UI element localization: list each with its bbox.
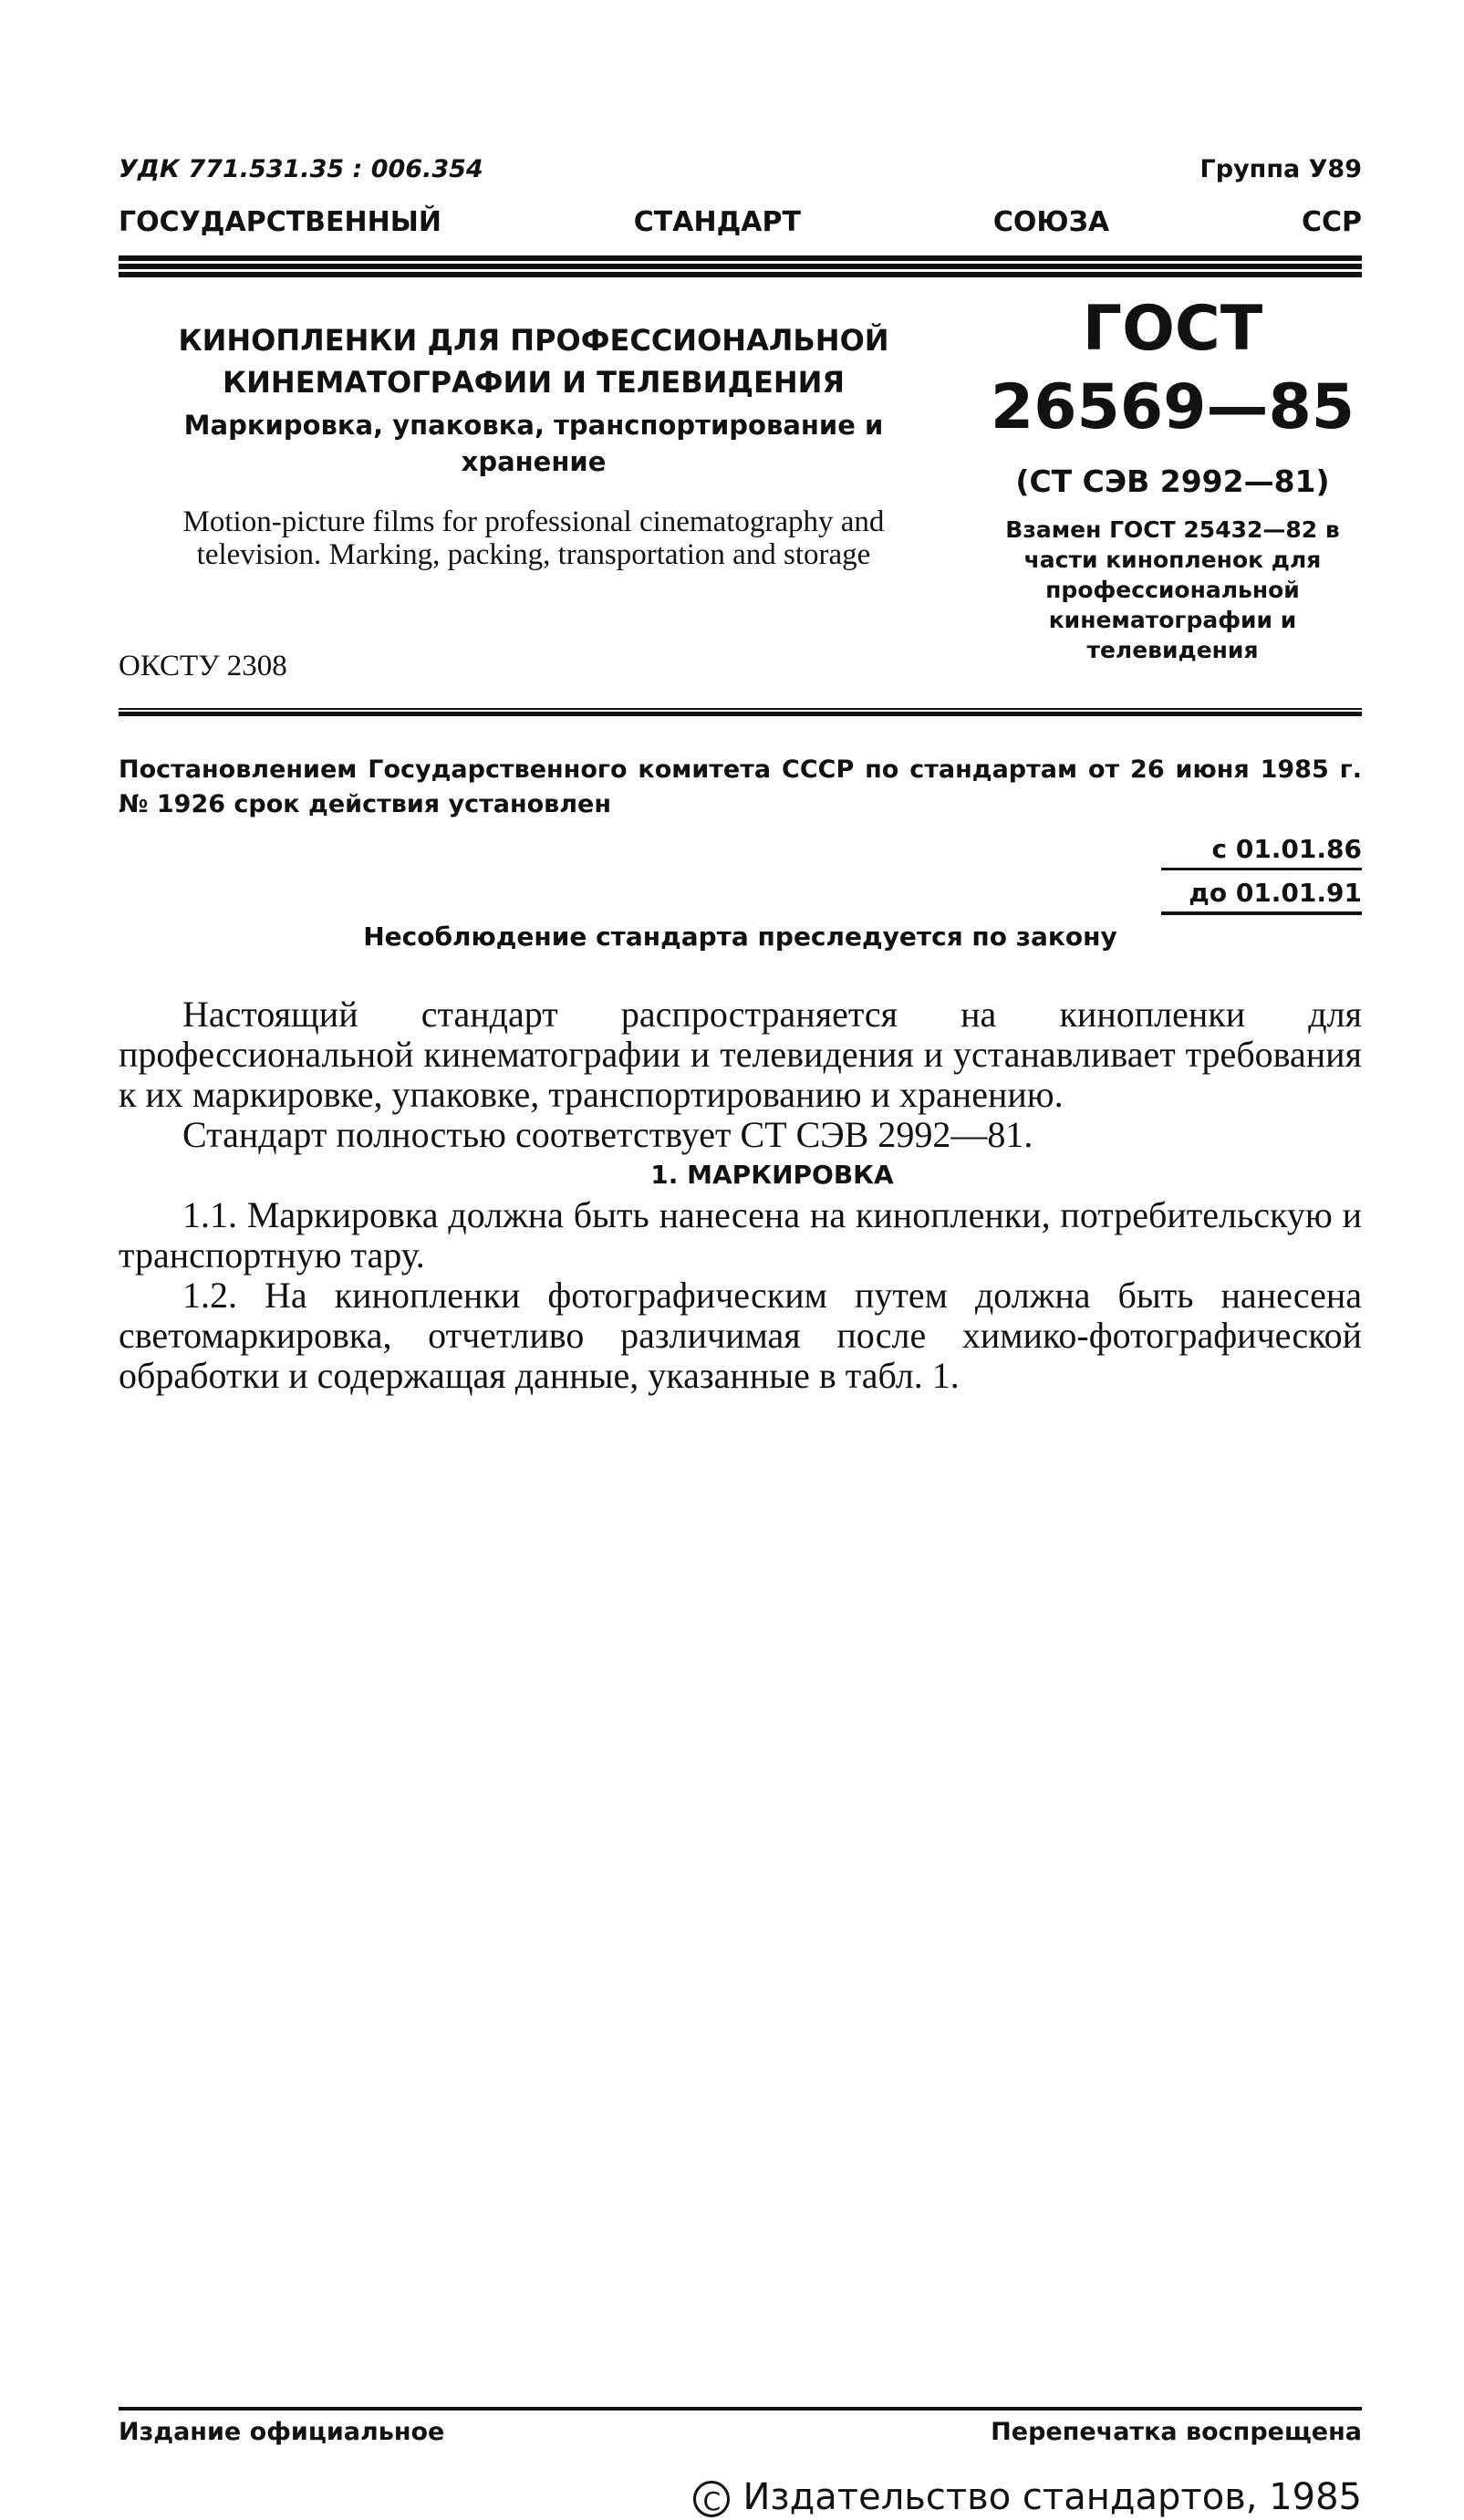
st-sev-reference: (СТ СЭВ 2992—81) xyxy=(1015,463,1330,499)
copyright-icon: C xyxy=(693,2481,730,2517)
oksty-code: ОКСТУ 2308 xyxy=(119,650,287,682)
validity-dates xyxy=(1161,828,1362,915)
title-rule xyxy=(119,708,1362,716)
publisher-line xyxy=(693,2476,1362,2518)
noncompliance-notice: Несоблюдение стандарта преследуется по закону xyxy=(363,922,1117,952)
title-ru: КИНОПЛЕНКИ ДЛЯ ПРОФЕССИОНАЛЬНОЙ КИНЕМАТОГРАФИИ И ТЕЛЕВИДЕНИЯ xyxy=(178,323,889,400)
paragraph-1-1: 1.1. Маркировка должна быть нанесена на кинопленки, потребительскую и транспортную тару. xyxy=(119,1194,1362,1276)
official-edition: Издание официальное xyxy=(119,2418,445,2446)
intro-paragraph: Настоящий стандарт распространяется на кинопленки для профессиональной кинематографии и телевидения и устанавливает требования к их маркировке, упаковке, транспортированию и хранению. xyxy=(119,994,1362,1115)
date-to: до 01.01.91 xyxy=(1161,870,1362,915)
decree-text: Постановлением Государственного комитета СССР по стандартам от 26 июня 1985 г. № 1926 срок действия установлен xyxy=(119,755,1362,818)
state-word-4: ССР xyxy=(1301,206,1362,238)
paragraph-1-2: 1.2. На кинопленки фотографическим путем должна быть нанесена светомаркировка, отчетливо различимая после химико-фотографической обработки и содержащая данные, указанные в табл. 1. xyxy=(119,1275,1362,1396)
section-heading: 1. МАРКИРОВКА xyxy=(650,1160,894,1190)
udk-code: УДК 771.531.35 : 006.354 xyxy=(119,155,483,183)
title-block xyxy=(119,319,949,571)
header-rule xyxy=(119,255,1362,277)
compliance-paragraph: Стандарт полностью соответствует СТ СЭВ 2992—81. xyxy=(182,1114,1033,1155)
reprint-notice: Перепечатка воспрещена xyxy=(991,2418,1362,2446)
footer-rule xyxy=(119,2407,1362,2411)
group-code: Группа У89 xyxy=(1199,155,1362,183)
publisher-name: Издательство стандартов, 1985 xyxy=(742,2476,1362,2518)
state-word-2: СТАНДАРТ xyxy=(633,206,801,238)
gost-number: 26569—85 xyxy=(990,371,1355,443)
gost-label: ГОСТ xyxy=(1082,293,1263,365)
gost-block xyxy=(983,290,1362,665)
replaces-note: Взамен ГОСТ 25432—82 в части кинопленок для профессиональной кинематографии и телевидения xyxy=(1005,516,1340,663)
state-word-3: СОЮЗА xyxy=(992,206,1110,238)
state-standard-heading xyxy=(119,206,1362,238)
document-body xyxy=(119,994,1362,1396)
title-en: Motion-picture films for professional cinematography and television. Marking, packing, transportation and storage xyxy=(182,505,885,571)
subtitle-ru: Маркировка, упаковка, транспортирование и хранение xyxy=(183,410,884,477)
date-from: с 01.01.86 xyxy=(1161,828,1362,870)
state-word-1: ГОСУДАРСТВЕННЫЙ xyxy=(119,206,441,238)
